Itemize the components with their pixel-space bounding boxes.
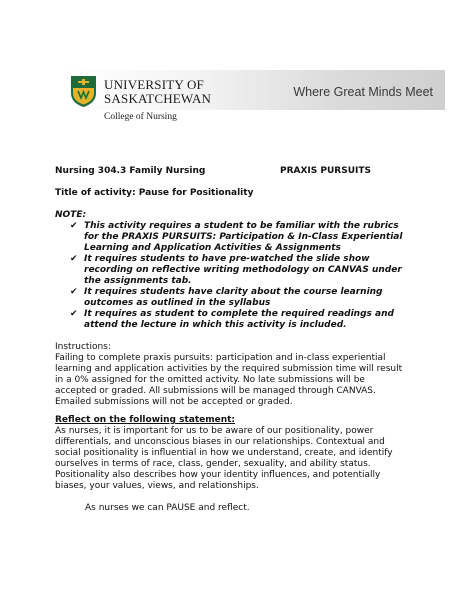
- checkmark-icon: ✔: [70, 254, 78, 264]
- note-item: [70, 221, 470, 254]
- note-line: This activity requires a student to be familiar with the rubrics: [84, 221, 399, 231]
- note-checklist: [70, 221, 470, 331]
- instructions-line: in a 0% assigned for the omitted activity. No late submissions will be: [55, 375, 365, 385]
- reflect-line: social positionality is influential in how we understand, create, and identify: [55, 448, 393, 458]
- instructions-line: learning and application activities by the required submission time will result: [55, 364, 403, 374]
- section-label: PRAXIS PURSUITS: [280, 166, 371, 176]
- reflect-line: biases, your values, views, and relationships.: [55, 481, 259, 491]
- reflect-line: ourselves in terms of race, class, gender, sexuality, and ability status.: [55, 459, 371, 469]
- note-line: It requires as student to complete the required readings and: [84, 309, 394, 319]
- instructions-line: Failing to complete praxis pursuits: participation and in-class experiential: [55, 353, 386, 363]
- course-name: Nursing 304.3 Family Nursing: [55, 166, 206, 176]
- note-item: [70, 309, 470, 331]
- note-line: Learning and Application Activities & Assignments: [84, 243, 341, 253]
- note-line: for the PRAXIS PURSUITS: Participation & In-Class Experiential: [84, 232, 403, 242]
- closing-statement: As nurses we can PAUSE and reflect.: [85, 503, 250, 513]
- note-item: [70, 287, 470, 309]
- college-name: College of Nursing: [104, 112, 177, 122]
- university-name-line2: SASKATCHEWAN: [104, 90, 212, 106]
- instructions-label: Instructions:: [55, 342, 111, 352]
- instructions-line: accepted or graded. All submissions will be managed through CANVAS.: [55, 386, 376, 396]
- reflect-heading: Reflect on the following statement:: [55, 415, 236, 425]
- note-item: [70, 254, 470, 287]
- note-line: the assignments tab.: [84, 276, 192, 286]
- checkmark-icon: ✔: [70, 309, 78, 319]
- instructions-line: Emailed submissions will not be accepted or graded.: [55, 397, 293, 407]
- university-name-line1: UNIVERSITY OF: [104, 77, 204, 92]
- checkmark-icon: ✔: [70, 287, 78, 297]
- note-line: recording on reflective writing methodology on CANVAS under: [84, 265, 402, 275]
- note-line: attend the lecture in which this activity is included.: [84, 320, 347, 330]
- reflect-text: [55, 426, 455, 492]
- reflect-line: differentials, and unconscious biases in our relationships. Contextual and: [55, 437, 385, 447]
- note-line: It requires students to have pre-watched the slide show: [84, 254, 370, 264]
- reflect-line: As nurses, it is important for us to be aware of our positionality, power: [55, 426, 374, 436]
- note-line: It requires students have clarity about the course learning: [84, 287, 383, 297]
- activity-title: Title of activity: Pause for Positionality: [55, 188, 254, 198]
- university-name: [104, 78, 214, 105]
- note-label: NOTE:: [55, 210, 87, 220]
- note-line: outcomes as outlined in the syllabus: [84, 298, 271, 308]
- instructions-text: [55, 353, 455, 408]
- university-crest-icon: [70, 75, 97, 108]
- checkmark-icon: ✔: [70, 221, 78, 231]
- tagline: Where Great Minds Meet: [293, 85, 433, 99]
- reflect-line: Positionality also describes how your identity influences, and potentially: [55, 470, 381, 480]
